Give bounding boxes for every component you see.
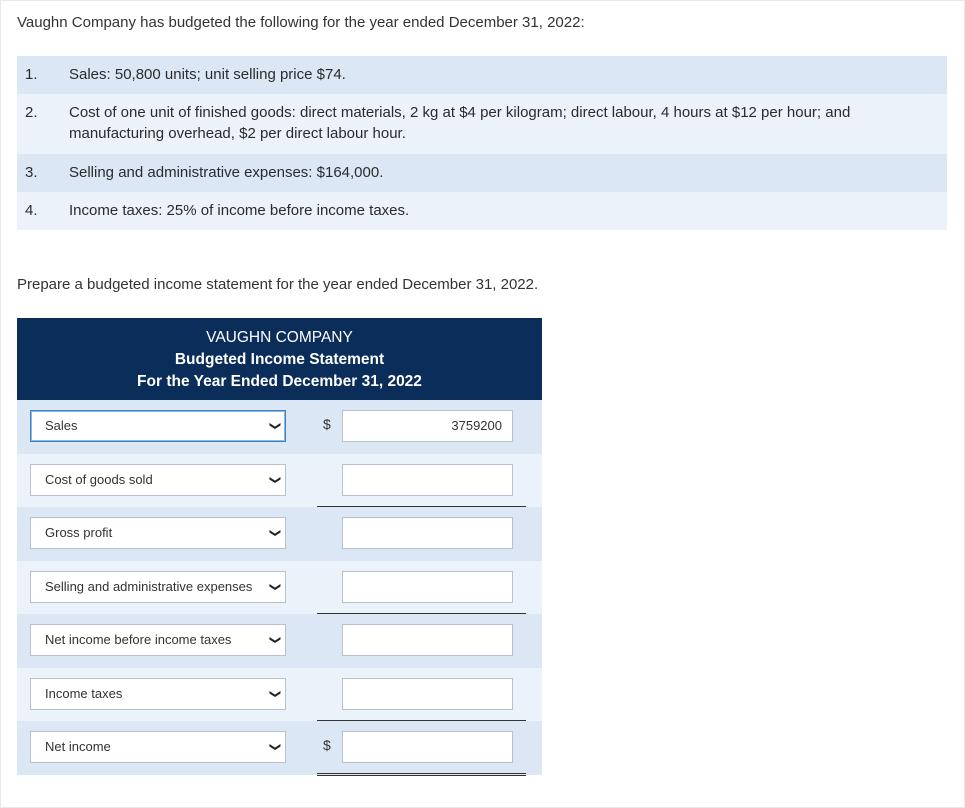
statement-row-gross-profit xyxy=(17,507,542,561)
item-number: 3. xyxy=(25,164,38,181)
item-number: 4. xyxy=(25,202,38,219)
select-value: Gross profit xyxy=(45,525,113,540)
line-item-select[interactable] xyxy=(30,678,286,710)
item-number: 2. xyxy=(25,104,38,121)
chevron-down-icon: ❯ xyxy=(269,742,281,752)
statement-period: For the Year Ended December 31, 2022 xyxy=(137,373,422,390)
statement-row-selling-admin xyxy=(17,561,542,615)
double-rule-bottom xyxy=(317,775,526,776)
list-item xyxy=(17,154,947,192)
dollar-sign: $ xyxy=(323,737,331,753)
item-text: Sales: 50,800 units; unit selling price $74. xyxy=(69,66,346,83)
line-item-select[interactable] xyxy=(30,517,286,549)
line-item-select[interactable] xyxy=(30,624,286,656)
statement-row-net-income xyxy=(17,721,542,775)
select-value: Net income xyxy=(45,739,111,754)
item-text: Cost of one unit of finished goods: direct materials, 2 kg at $4 per kilogram; direct labour, 4 hours at $12 per hour; and manufacturing overhead, $2 per direct labour hour. xyxy=(69,104,851,142)
amount-input[interactable] xyxy=(342,731,513,763)
select-value: Income taxes xyxy=(45,685,123,701)
select-value: Cost of goods sold xyxy=(45,471,153,487)
amount-input[interactable] xyxy=(342,464,513,496)
line-item-select[interactable] xyxy=(30,464,286,496)
amount-input[interactable]: 3759200 xyxy=(342,410,513,442)
amount-input[interactable] xyxy=(342,678,513,710)
intro-text: Vaughn Company has budgeted the following for the year ended December 31, 2022: xyxy=(17,14,585,31)
item-text: Income taxes: 25% of income before income taxes. xyxy=(69,202,410,219)
chevron-down-icon: ❯ xyxy=(269,421,281,431)
dollar-sign: $ xyxy=(323,416,331,432)
select-value: Net income before income taxes xyxy=(45,632,232,647)
list-item xyxy=(17,56,947,94)
statement-row-cogs xyxy=(17,454,542,508)
statement-row-income-before-taxes xyxy=(17,614,542,668)
statement-title: Budgeted Income Statement xyxy=(174,351,385,368)
line-item-select[interactable] xyxy=(30,410,286,442)
item-text: Selling and administrative expenses: $164,000. xyxy=(69,164,384,181)
statement-row-sales xyxy=(17,400,542,454)
double-rule-top xyxy=(317,773,526,774)
chevron-down-icon: ❯ xyxy=(269,474,281,485)
chevron-down-icon: ❯ xyxy=(269,581,281,592)
item-number: 1. xyxy=(25,66,38,83)
statement-row-income-taxes xyxy=(17,668,542,722)
list-item xyxy=(17,94,947,154)
amount-input[interactable] xyxy=(342,571,513,603)
select-value: Selling and administrative expenses xyxy=(45,578,253,594)
chevron-down-icon: ❯ xyxy=(269,635,281,645)
list-item xyxy=(17,192,947,230)
income-statement xyxy=(17,318,542,775)
amount-input[interactable] xyxy=(342,517,513,549)
amount-input[interactable] xyxy=(342,624,513,656)
statement-header xyxy=(17,318,542,400)
line-item-select[interactable] xyxy=(30,731,286,763)
chevron-down-icon: ❯ xyxy=(269,528,281,538)
given-items-list xyxy=(17,56,947,230)
company-name: VAUGHN COMPANY xyxy=(206,329,353,346)
line-item-select[interactable] xyxy=(30,571,286,603)
question-prompt: Prepare a budgeted income statement for the year ended December 31, 2022. xyxy=(17,276,539,293)
select-value: Sales xyxy=(45,418,78,433)
chevron-down-icon: ❯ xyxy=(269,688,281,699)
